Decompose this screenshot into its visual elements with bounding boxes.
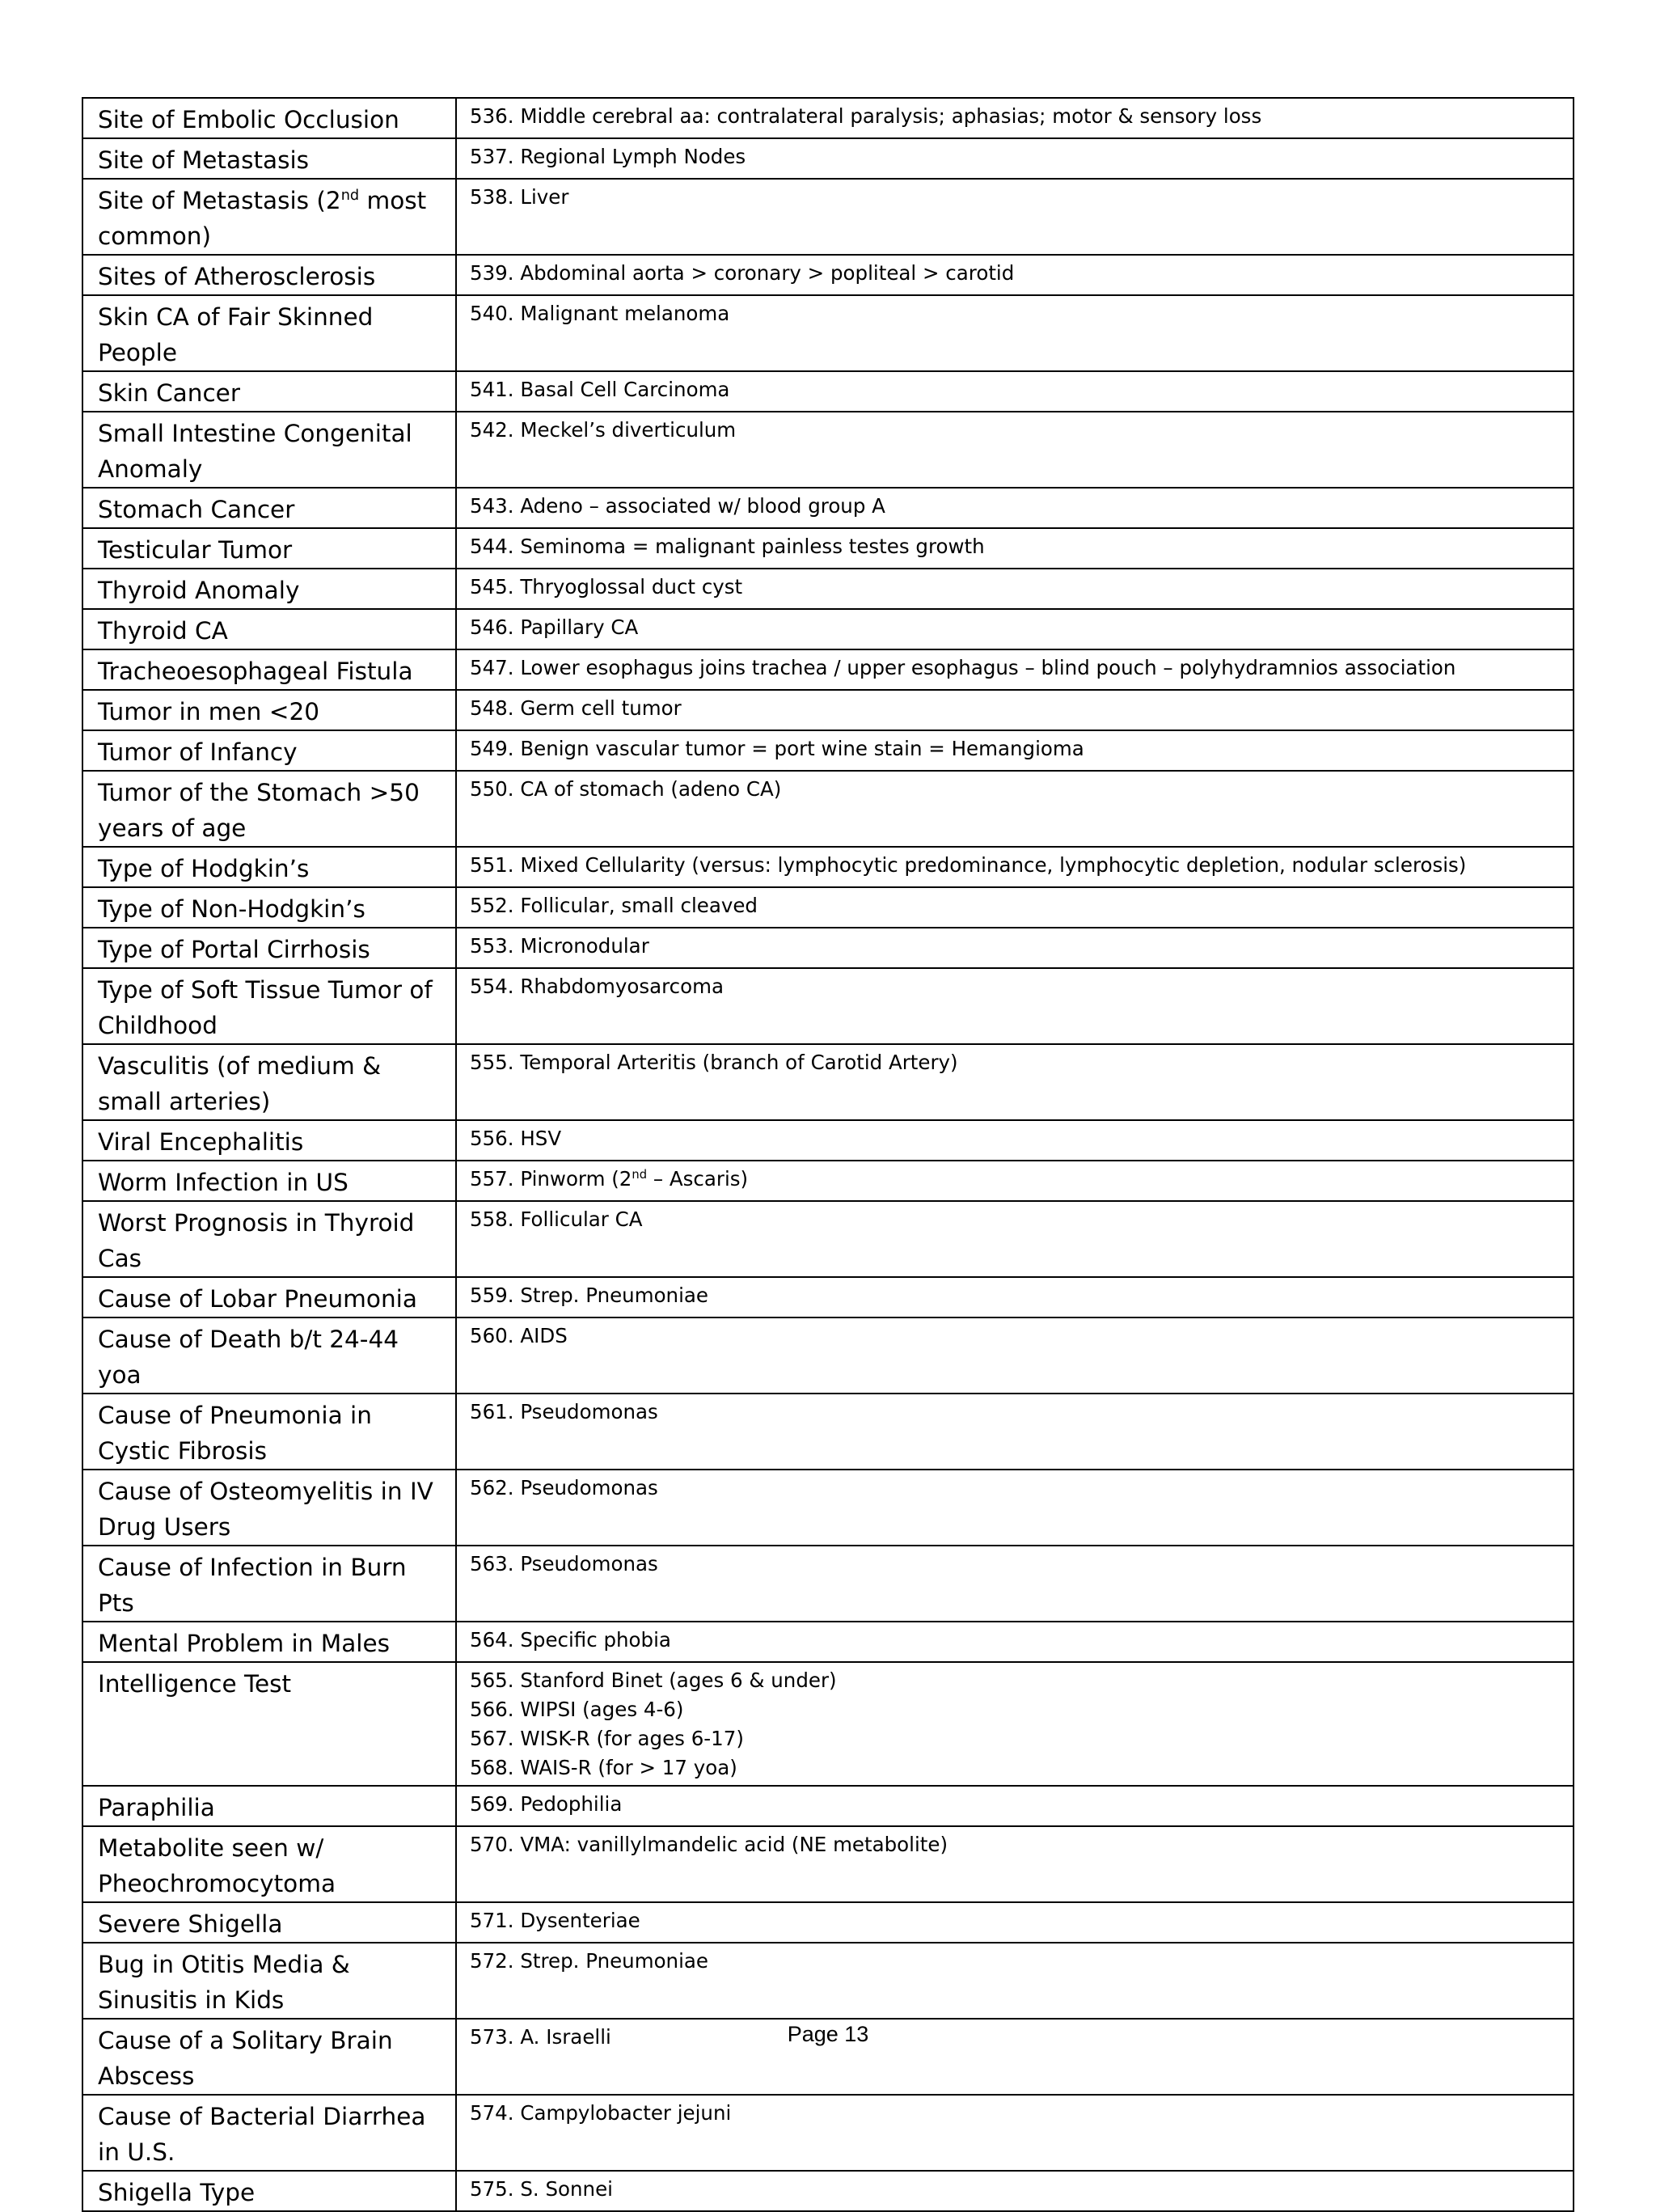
answer-line [470, 891, 1565, 920]
answer-cell [456, 412, 1574, 488]
answer-text: 566. WIPSI (ages 4-6) [470, 1698, 684, 1721]
topic-text: Type of Soft Tissue Tumor of Childhood [98, 976, 433, 1039]
table-row [82, 847, 1574, 887]
answer-line [470, 416, 1565, 445]
page-number: Page 13 [787, 2022, 869, 2046]
topic-text: Cause of Infection in Burn Pts [98, 1554, 407, 1617]
answer-line [470, 1753, 1565, 1783]
table-row [82, 1622, 1574, 1662]
answer-text: 558. Follicular CA [470, 1208, 643, 1231]
topic-cell [82, 1622, 456, 1662]
topic-text: Site of Embolic Occlusion [98, 106, 399, 133]
table-row [82, 1161, 1574, 1201]
answer-line [470, 142, 1565, 171]
topic-cell [82, 1826, 456, 1902]
topic-text: Worst Prognosis in Thyroid Cas [98, 1209, 415, 1272]
topic-superscript: nd [340, 188, 360, 205]
answer-cell [456, 569, 1574, 609]
answer-cell [456, 887, 1574, 928]
answer-line [470, 694, 1565, 723]
answer-text: 539. Abdominal aorta > coronary > popliteal > carotid [470, 261, 1015, 285]
qa-table-body [82, 98, 1574, 2211]
answer-line [470, 492, 1565, 521]
topic-text: Small Intestine Congenital Anomaly [98, 420, 412, 483]
answer-cell [456, 488, 1574, 528]
topic-cell [82, 1277, 456, 1317]
topic-text: Stomach Cancer [98, 496, 295, 523]
answer-cell [456, 968, 1574, 1044]
answer-cell [456, 2171, 1574, 2211]
topic-text: Worm Infection in US [98, 1169, 349, 1196]
table-row [82, 255, 1574, 295]
answer-text: 540. Malignant melanoma [470, 302, 730, 325]
table-row [82, 609, 1574, 649]
topic-cell [82, 412, 456, 488]
answer-text: 554. Rhabdomyosarcoma [470, 975, 724, 998]
answer-text: 547. Lower esophagus joins trachea / upper esophagus – blind pouch – polyhydramnios association [470, 656, 1456, 679]
topic-text: Cause of Lobar Pneumonia [98, 1285, 417, 1313]
topic-text: Tumor of the Stomach >50 years of age [98, 779, 420, 842]
topic-text: Thyroid Anomaly [98, 577, 300, 604]
topic-text-tail: most common) [98, 187, 427, 250]
answer-text: 552. Follicular, small cleaved [470, 894, 758, 917]
answer-line [470, 1398, 1565, 1427]
table-row [82, 2095, 1574, 2171]
answer-text: 543. Adeno – associated w/ blood group A [470, 494, 885, 518]
topic-cell [82, 371, 456, 412]
answer-line [470, 1830, 1565, 1859]
qa-table [82, 97, 1574, 2212]
answer-superscript: nd [632, 1167, 648, 1182]
answer-cell [456, 1317, 1574, 1394]
answer-text: 538. Liver [470, 185, 569, 209]
answer-line [470, 613, 1565, 642]
table-row [82, 928, 1574, 968]
answer-line [470, 259, 1565, 288]
table-row [82, 1277, 1574, 1317]
table-row [82, 1317, 1574, 1394]
answer-text: 572. Strep. Pneumoniae [470, 1949, 708, 1973]
answer-text: 575. S. Sonnei [470, 2177, 613, 2201]
answer-cell [456, 1943, 1574, 2019]
table-row [82, 1044, 1574, 1120]
topic-cell [82, 771, 456, 847]
table-row [82, 1943, 1574, 2019]
answer-line [470, 1322, 1565, 1351]
answer-text: 564. Specific phobia [470, 1628, 671, 1652]
answer-line [470, 375, 1565, 404]
table-row [82, 2171, 1574, 2211]
answer-text: 553. Micronodular [470, 934, 649, 958]
topic-text: Viral Encephalitis [98, 1128, 304, 1156]
answer-text: 545. Thryoglossal duct cyst [470, 575, 743, 598]
answer-line [470, 102, 1565, 131]
answer-text: 569. Pedophilia [470, 1792, 623, 1816]
answer-cell [456, 690, 1574, 730]
topic-text: Site of Metastasis [98, 146, 310, 174]
topic-cell [82, 928, 456, 968]
answer-text: 556. HSV [470, 1127, 562, 1150]
answer-text: 536. Middle cerebral aa: contralateral paralysis; aphasias; motor & sensory loss [470, 104, 1262, 128]
answer-line [470, 1124, 1565, 1153]
topic-cell [82, 2095, 456, 2171]
answer-line [470, 573, 1565, 602]
topic-text: Paraphilia [98, 1794, 215, 1821]
answer-cell [456, 1161, 1574, 1201]
answer-text: 562. Pseudomonas [470, 1476, 658, 1499]
answer-cell [456, 1120, 1574, 1161]
answer-text: 573. A. Israelli [470, 2025, 611, 2049]
answer-cell [456, 1201, 1574, 1277]
answer-text: 555. Temporal Arteritis (branch of Carotid Artery) [470, 1051, 958, 1074]
table-row [82, 1826, 1574, 1902]
answer-line [470, 1947, 1565, 1976]
answer-text: 551. Mixed Cellularity (versus: lymphocytic predominance, lymphocytic depletion, nodular sclerosis) [470, 853, 1467, 877]
answer-cell [456, 98, 1574, 138]
answer-text-tail: – Ascaris) [647, 1167, 749, 1191]
answer-line [470, 1550, 1565, 1579]
answer-cell [456, 730, 1574, 771]
answer-text: 574. Campylobacter jejuni [470, 2101, 732, 2125]
answer-line [470, 1165, 1565, 1194]
table-row [82, 138, 1574, 179]
topic-cell [82, 569, 456, 609]
table-row [82, 1120, 1574, 1161]
topic-cell [82, 730, 456, 771]
answer-text: 550. CA of stomach (adeno CA) [470, 777, 782, 801]
table-row [82, 1470, 1574, 1546]
table-row [82, 771, 1574, 847]
topic-cell [82, 968, 456, 1044]
answer-line [470, 1666, 1565, 1695]
topic-cell [82, 1044, 456, 1120]
table-row [82, 1394, 1574, 1470]
answer-cell [456, 1662, 1574, 1786]
topic-cell [82, 2171, 456, 2211]
topic-text: Metabolite seen w/ Pheochromocytoma [98, 1834, 336, 1897]
topic-cell [82, 98, 456, 138]
topic-cell [82, 1662, 456, 1786]
topic-cell [82, 609, 456, 649]
answer-cell [456, 771, 1574, 847]
answer-cell [456, 1622, 1574, 1662]
topic-cell [82, 1161, 456, 1201]
answer-line [470, 1626, 1565, 1655]
topic-cell [82, 1546, 456, 1622]
answer-cell [456, 255, 1574, 295]
topic-text: Mental Problem in Males [98, 1630, 391, 1657]
topic-text: Skin Cancer [98, 379, 240, 407]
answer-line [470, 2099, 1565, 2128]
answer-cell [456, 609, 1574, 649]
topic-text: Severe Shigella [98, 1910, 283, 1938]
table-row [82, 1902, 1574, 1943]
answer-cell [456, 1470, 1574, 1546]
topic-text: Type of Non-Hodgkin’s [98, 895, 365, 923]
table-row [82, 968, 1574, 1044]
answer-text: 571. Dysenteriae [470, 1909, 640, 1932]
topic-text: Tracheoesophageal Fistula [98, 658, 413, 685]
answer-text: 541. Basal Cell Carcinoma [470, 378, 730, 401]
answer-line [470, 775, 1565, 804]
topic-text: Sites of Atherosclerosis [98, 263, 376, 290]
answer-text: 560. AIDS [470, 1324, 568, 1347]
answer-cell [456, 1277, 1574, 1317]
table-row [82, 412, 1574, 488]
topic-cell [82, 138, 456, 179]
answer-cell [456, 649, 1574, 690]
answer-text: 557. Pinworm (2 [470, 1167, 632, 1191]
answer-text: 570. VMA: vanillylmandelic acid (NE metabolite) [470, 1833, 948, 1856]
topic-text: Skin CA of Fair Skinned People [98, 303, 374, 366]
answer-line [470, 1906, 1565, 1935]
answer-text: 537. Regional Lymph Nodes [470, 145, 746, 168]
table-row [82, 98, 1574, 138]
answer-line [470, 1695, 1565, 1724]
answer-text: 549. Benign vascular tumor = port wine stain = Hemangioma [470, 737, 1084, 760]
topic-cell [82, 295, 456, 371]
answer-text: 544. Seminoma = malignant painless testes growth [470, 535, 985, 558]
table-row [82, 179, 1574, 255]
answer-text: 563. Pseudomonas [470, 1552, 658, 1575]
answer-text: 542. Meckel’s diverticulum [470, 418, 737, 442]
topic-text: Cause of Bacterial Diarrhea in U.S. [98, 2103, 426, 2166]
table-row [82, 1662, 1574, 1786]
topic-text: Type of Portal Cirrhosis [98, 936, 370, 963]
table-row [82, 1786, 1574, 1826]
topic-cell [82, 255, 456, 295]
answer-line [470, 851, 1565, 880]
answer-line [470, 734, 1565, 763]
topic-cell [82, 690, 456, 730]
answer-text: 559. Strep. Pneumoniae [470, 1284, 708, 1307]
table-row [82, 1546, 1574, 1622]
topic-cell [82, 1470, 456, 1546]
topic-cell [82, 528, 456, 569]
topic-cell [82, 488, 456, 528]
answer-cell [456, 1826, 1574, 1902]
answer-cell [456, 528, 1574, 569]
answer-text: 561. Pseudomonas [470, 1400, 658, 1423]
table-row [82, 887, 1574, 928]
answer-line [470, 1048, 1565, 1077]
topic-text: Intelligence Test [98, 1670, 292, 1698]
topic-cell [82, 887, 456, 928]
topic-text: Cause of Pneumonia in Cystic Fibrosis [98, 1402, 372, 1465]
topic-text: Shigella Type [98, 2179, 256, 2206]
topic-text: Tumor of Infancy [98, 738, 298, 766]
answer-text: 565. Stanford Binet (ages 6 & under) [470, 1669, 837, 1692]
topic-text: Bug in Otitis Media & Sinusitis in Kids [98, 1951, 350, 2014]
table-row [82, 1201, 1574, 1277]
topic-cell [82, 1786, 456, 1826]
answer-line [470, 532, 1565, 561]
answer-text: 568. WAIS-R (for > 17 yoa) [470, 1756, 737, 1779]
answer-line [470, 1474, 1565, 1503]
topic-text: Site of Metastasis (2 [98, 187, 341, 214]
answer-cell [456, 1902, 1574, 1943]
answer-cell [456, 1786, 1574, 1826]
answer-line [470, 183, 1565, 212]
topic-cell [82, 1902, 456, 1943]
topic-text: Vasculitis (of medium & small arteries) [98, 1052, 382, 1115]
answer-cell [456, 371, 1574, 412]
answer-text: 546. Papillary CA [470, 615, 639, 639]
topic-cell [82, 1394, 456, 1470]
topic-text: Tumor in men <20 [98, 698, 320, 725]
answer-text: 548. Germ cell tumor [470, 696, 682, 720]
topic-cell [82, 649, 456, 690]
topic-cell [82, 1120, 456, 1161]
topic-cell [82, 1943, 456, 2019]
answer-cell [456, 928, 1574, 968]
answer-line [470, 972, 1565, 1001]
topic-cell [82, 1317, 456, 1394]
answer-cell [456, 179, 1574, 255]
topic-text: Cause of Osteomyelitis in IV Drug Users [98, 1478, 433, 1541]
topic-text: Type of Hodgkin’s [98, 855, 310, 882]
answer-cell [456, 1546, 1574, 1622]
table-row [82, 295, 1574, 371]
answer-cell [456, 847, 1574, 887]
answer-line [470, 1281, 1565, 1310]
topic-text: Cause of a Solitary Brain Abscess [98, 2027, 393, 2090]
answer-line [470, 653, 1565, 683]
answer-line [470, 1790, 1565, 1819]
answer-text: 567. WISK-R (for ages 6-17) [470, 1727, 744, 1750]
answer-line [470, 299, 1565, 328]
table-row [82, 730, 1574, 771]
table-row [82, 569, 1574, 609]
topic-cell [82, 1201, 456, 1277]
answer-line [470, 1205, 1565, 1234]
topic-text: Thyroid CA [98, 617, 228, 645]
answer-line [470, 1724, 1565, 1753]
topic-cell [82, 847, 456, 887]
topic-cell [82, 179, 456, 255]
table-row [82, 528, 1574, 569]
table-row [82, 690, 1574, 730]
table-row [82, 488, 1574, 528]
topic-text: Cause of Death b/t 24-44 yoa [98, 1326, 399, 1389]
answer-cell [456, 1044, 1574, 1120]
answer-line [470, 2175, 1565, 2204]
table-row [82, 371, 1574, 412]
table-row [82, 649, 1574, 690]
topic-text: Testicular Tumor [98, 536, 293, 564]
answer-cell [456, 295, 1574, 371]
answer-line [470, 932, 1565, 961]
answer-cell [456, 1394, 1574, 1470]
answer-cell [456, 138, 1574, 179]
answer-cell [456, 2095, 1574, 2171]
